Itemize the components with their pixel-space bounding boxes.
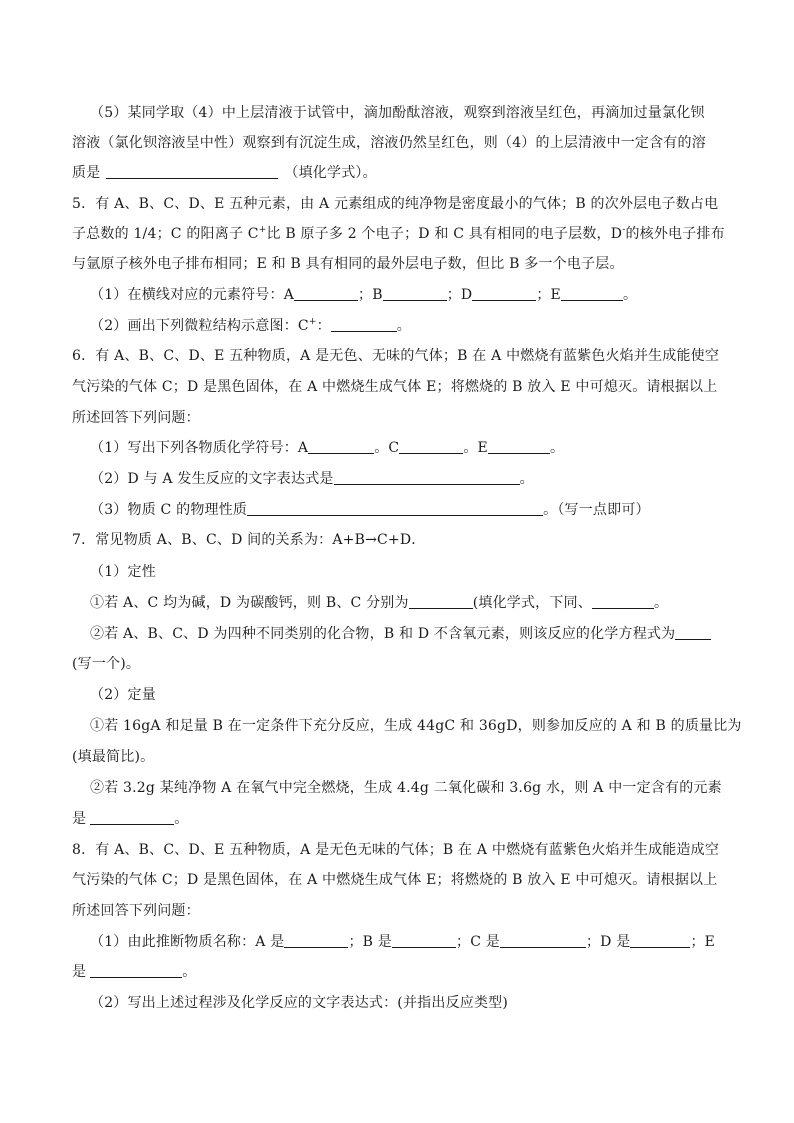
text-line: （5）某同学取（4）中上层清液于试管中，滴加酚酞溶液，观察到溶液呈红色，再滴加过量氯化钡 <box>90 105 705 121</box>
text-line: 溶液（氯化钡溶液呈中性）观察到有沉淀生成，溶液仍然呈红色，则（4）的上层清液中一定含有的溶 <box>72 135 706 151</box>
text-line: (填最简比)。 <box>72 749 155 765</box>
answer-blank[interactable] <box>392 933 456 948</box>
answer-blank[interactable] <box>500 933 586 948</box>
answer-blank[interactable] <box>409 594 473 609</box>
text-line: ②若 3.2g 某纯净物 A 在氧气中完全燃烧，生成 4.4g 二氧化碳和 3.6g 水，则 A 中一定含有的元素 <box>90 780 722 796</box>
answer-blank[interactable] <box>247 501 543 516</box>
text-line: 是 。 <box>72 964 197 980</box>
text-line: 是 。 <box>72 811 189 827</box>
text-line: （1）由此推断物质名称：A 是 ；B 是 ；C 是 ；D 是 ；E <box>90 934 716 950</box>
text-line: 所述回答下列问题： <box>72 903 200 919</box>
text-line: 气污染的气体 C；D 是黑色固体，在 A 中燃烧生成气体 E；将燃烧的 B 放入 E 中可熄灭。请根据以上 <box>72 379 718 395</box>
text-line: 子总数的 1/4；C 的阳离子 C+比 B 原子多 2 个电子；D 和 C 具有相同的电子层数，D-的核外电子排布 <box>72 225 725 242</box>
answer-blank[interactable] <box>675 625 711 640</box>
answer-blank[interactable] <box>630 933 690 948</box>
answer-blank[interactable] <box>561 286 623 301</box>
text-line: ①若 16gA 和足量 B 在一定条件下充分反应，生成 44gC 和 36gD，则参加反应的 A 和 B 的质量比为 <box>90 718 742 734</box>
text-line: 所述回答下列问题： <box>72 410 200 426</box>
answer-blank[interactable] <box>308 439 374 454</box>
text-line: ①若 A、C 均为碱，D 为碳酸钙，则 B、C 分别为 (填化学式，下同、 。 <box>90 595 669 611</box>
question-6-line: 6．有 A、B、C、D、E 五种物质，A 是无色、无味的气体；B 在 A 中燃烧有蓝紫色火焰并生成能使空 <box>72 348 720 364</box>
text-line: （2）画出下列微粒结构示意图：C+： 。 <box>90 317 411 334</box>
question-8-line: 8．有 A、B、C、D、E 五种物质，A 是无色无味的气体；B 在 A 中燃烧有蓝紫色火焰并生成能造成空 <box>72 842 720 858</box>
text-line: （2）D 与 A 发生反应的文字表达式是 。 <box>90 471 534 487</box>
text-line: （1）在横线对应的元素符号：A ；B ；D ；E 。 <box>90 287 638 303</box>
question-7-line: 7．常见物质 A、B、C、D 间的关系为：A+B→C+D． <box>72 532 426 548</box>
answer-blank[interactable] <box>284 933 348 948</box>
text-line: 与氩原子核外电子排布相同；E 和 B 具有相同的最外层电子数，但比 B 多一个电子层。 <box>72 256 624 272</box>
answer-blank[interactable] <box>294 286 358 301</box>
text-line: （1）定性 <box>90 564 156 580</box>
text-line: (写一个)。 <box>72 656 141 672</box>
answer-blank[interactable] <box>334 470 520 485</box>
answer-blank[interactable] <box>488 439 550 454</box>
text-line: （2）定量 <box>90 687 156 703</box>
text-line: （1）写出下列各物质化学符号：A 。C 。E 。 <box>90 440 565 456</box>
answer-blank[interactable] <box>90 963 182 978</box>
answer-blank[interactable] <box>106 164 278 179</box>
text-line: 质是 （填化学式）。 <box>72 165 377 181</box>
question-5-line: 5．有 A、B、C、D、E 五种元素，由 A 元素组成的纯净物是密度最小的气体；B 的次外层电子数占电 <box>72 196 719 212</box>
text-line: 气污染的气体 C；D 是黑色固体，在 A 中燃烧生成气体 E；将燃烧的 B 放入 E 中可熄灭。请根据以上 <box>72 872 718 888</box>
answer-blank[interactable] <box>90 810 174 825</box>
answer-blank[interactable] <box>592 594 654 609</box>
text-line: ②若 A、B、C、D 为四种不同类别的化合物，B 和 D 不含氧元素，则该反应的化学方程式为 <box>90 624 711 644</box>
answer-blank[interactable] <box>472 286 536 301</box>
answer-blank[interactable] <box>383 286 447 301</box>
answer-blank[interactable] <box>399 439 463 454</box>
answer-blank[interactable] <box>331 317 397 332</box>
text-line: （2）写出上述过程涉及化学反应的文字表达式：(并指出反应类型) <box>90 995 509 1011</box>
text-line: （3）物质 C 的物理性质 。（写一点即可） <box>90 502 650 518</box>
